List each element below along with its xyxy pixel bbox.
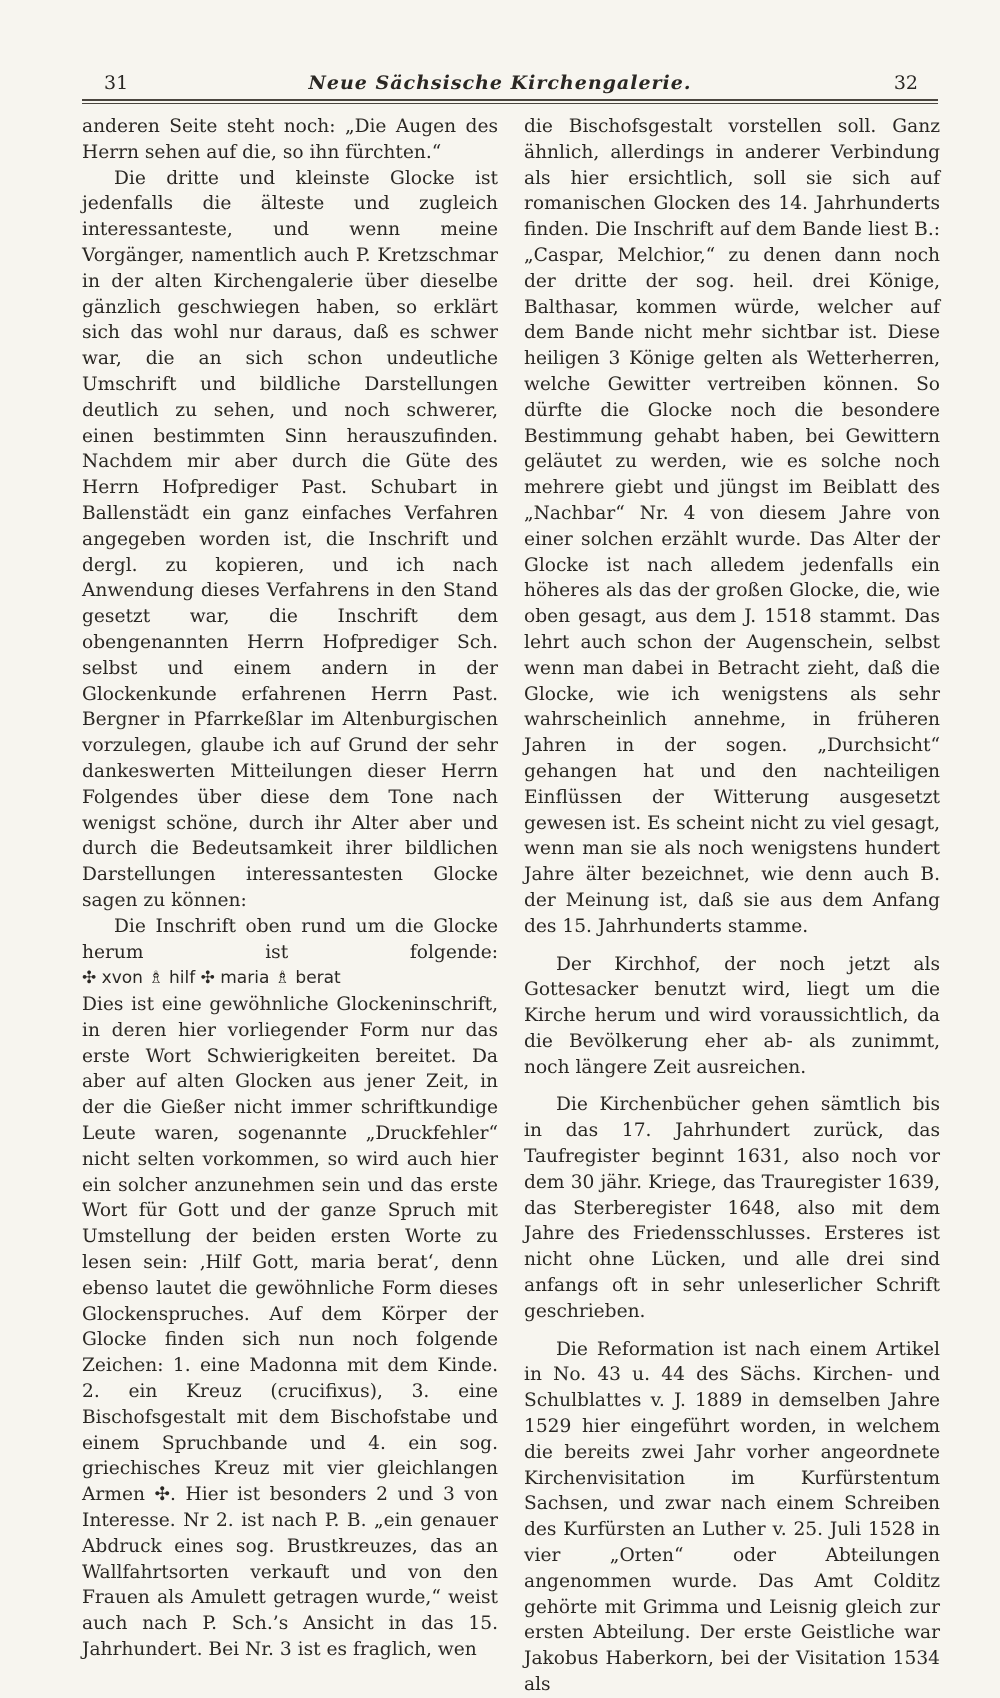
paragraph: anderen Seite steht noch: „Die Augen des Herrn sehen auf die, so ihn fürchten.“ xyxy=(82,116,498,163)
paragraph: Dies ist eine gewöhnliche Glockeninschrift, in deren hier vorliegender Form nur das erste Wort Schwierigkeiten bereitet. Da aber auf alten Glocken aus jener Zeit, in der die Gießer nicht immer schriftkundige Leute waren, sogenannte „Druckfehler“ nicht selten vorkommen, so wird auch hier ein solcher anzunehmen sein und das erste Wort für Gott und der ganze Spruch mit Umstellung der beiden ersten Worte zu lesen sein: ‚Hilf Gott, maria berat‘, denn ebenso lautet die gewöhnliche Form dieses Glockenspruches. Auf dem Körper der Glocke finden sich nun noch folgende Zeichen: 1. eine Madonna mit dem Kinde. 2. ein Kreuz (crucifixus), 3. eine Bischofsgestalt mit dem Bischofstabe und einem Spruchbande und 4. ein sog. griechisches Kreuz mit vier gleichlangen Armen ✣. Hier ist besonders 2 und 3 von Interesse. Nr 2. ist nach P. B. „ein genauer Abdruck eines sog. Brustkreuzes, das an Wallfahrtsorten verkauft und von den Frauen als Amulett getragen wurde,“ weist auch nach P. Sch.’s Ansicht in das 15. Jahrhundert. Bei Nr. 3 ist es fraglich, wen xyxy=(82,994,498,1661)
paragraph: die Bischofsgestalt vorstellen soll. Ganz ähnlich, allerdings in anderer Verbindung als hier ersichtlich, soll sie sich auf romanischen Glocken des 14. Jahrhunderts finden. Die Inschrift auf dem Bande liest B.: „Caspar, Melchior,“ zu denen dann noch der dritte der sog. heil. drei Könige, Balthasar, kommen würde, welcher auf dem Bande nicht mehr sichtbar ist. Diese heiligen 3 Könige gelten als Wetterherren, welche Gewitter vertreiben können. So dürfte die Glocke noch die besondere Bestimmung gehabt haben, bei Gewittern geläutet zu werden, wie es solche noch mehrere giebt und jüngst im Beiblatt des „Nachbar“ Nr. 4 von diesem Jahre von einer solchen erzählt wurde. Das Alter der Glocke ist nach alledem jedenfalls ein höheres als das der großen Glocke, die, wie oben gesagt, aus dem J. 1518 stammt. Das lehrt auch schon der Augenschein, selbst wenn man dabei in Betracht zieht, daß die Glocke, wie ich wenigstens als sehr wahrscheinlich annehme, in früheren Jahren in der sogen. „Durchsicht“ gehangen hat und den nachteiligen Einflüssen der Witterung ausgesetzt gewesen ist. Es scheint nicht zu viel gesagt, wenn man sie als noch wenigstens hundert Jahre älter bezeichnet, wie denn auch B. der Meinung ist, daß sie aus dem Anfang des 15. Jahrhunderts stamme. xyxy=(524,116,940,937)
page-header xyxy=(82,70,918,100)
paragraph xyxy=(82,914,498,992)
paragraph: Die Kirchenbücher gehen sämtlich bis in das 17. Jahrhundert zurück, das Taufregister beginnt 1631, also noch vor dem 30 jähr. Kriege, das Trauregister 1639, das Sterberegister 1648, also mit dem Jahre des Friedensschlusses. Ersteres ist nicht ohne Lücken, und alle drei sind anfangs oft in sehr unleserlicher Schrift geschrieben. xyxy=(524,1094,940,1322)
paragraph: Die Reformation ist nach einem Artikel in No. 43 u. 44 des Sächs. Kirchen- und Schulblattes v. J. 1889 in demselben Jahre 1529 hier eingeführt worden, in welchem die bereits zwei Jahr vorher angeordnete Kirchenvisitation im Kurfürstentum Sachsen, und zwar nach einem Schreiben des Kurfürsten an Luther v. 25. Juli 1528 in vier „Orten“ oder Abteilungen angenommen wurde. Das Amt Colditz gehörte mit Grimma und Leisnig gleich zur ersten Abteilung. Der erste Geistliche war Jakobus Haberkorn, bei der Visitation 1534 als xyxy=(524,1338,940,1696)
running-title: Neue Sächsische Kirchengalerie. xyxy=(308,72,692,94)
bell-inscription: ✣ xvon ♗ hilf ✣ maria ♗ berat xyxy=(82,968,341,989)
page-number-right: 32 xyxy=(893,72,918,94)
left-column xyxy=(82,114,498,1663)
right-column xyxy=(524,114,940,1698)
paragraph: Der Kirchhof, der noch jetzt als Gottesacker benutzt wird, liegt um die Kirche herum und wird voraussichtlich, da die Bevölkerung eher ab- als zunimmt, noch längere Zeit ausreichen. xyxy=(524,953,940,1078)
page-number-left: 31 xyxy=(104,72,129,94)
paragraph: Die dritte und kleinste Glocke ist jedenfalls die älteste und zugleich interessanteste, und wenn meine Vorgänger, namentlich auch P. Kretzschmar in der alten Kirchengalerie über dieselbe gänzlich geschwiegen haben, so erklärt sich das wohl nur daraus, daß es schwer war, die an sich schon undeutliche Umschrift und bildliche Darstellungen deutlich zu sehen, und noch schwerer, einen bestimmten Sinn herauszufinden. Nachdem mir aber durch die Güte des Herrn Hofprediger Past. Schubart in Ballenstädt ein ganz einfaches Verfahren angegeben worden ist, die Inschrift und dergl. zu kopieren, und ich nach Anwendung dieses Verfahrens in den Stand gesetzt war, die Inschrift dem obengenannten Herrn Hofprediger Sch. selbst und einem andern in der Glockenkunde erfahrenen Herrn Past. Bergner in Pfarrkeßlar im Altenburgischen vorzulegen, glaube ich auf Grund der sehr dankeswerten Mitteilungen dieser Herrn Folgendes über diese dem Tone nach wenigst schöne, durch ihr Alter aber und durch die Bedeutsamkeit ihrer bildlichen Darstellungen interessantesten Glocke sagen zu können: xyxy=(82,167,498,911)
header-rule-thin xyxy=(82,103,938,104)
inscription-intro: Die Inschrift oben rund um die Glocke herum ist folgende: xyxy=(82,915,498,963)
header-rule-thick xyxy=(82,99,938,101)
